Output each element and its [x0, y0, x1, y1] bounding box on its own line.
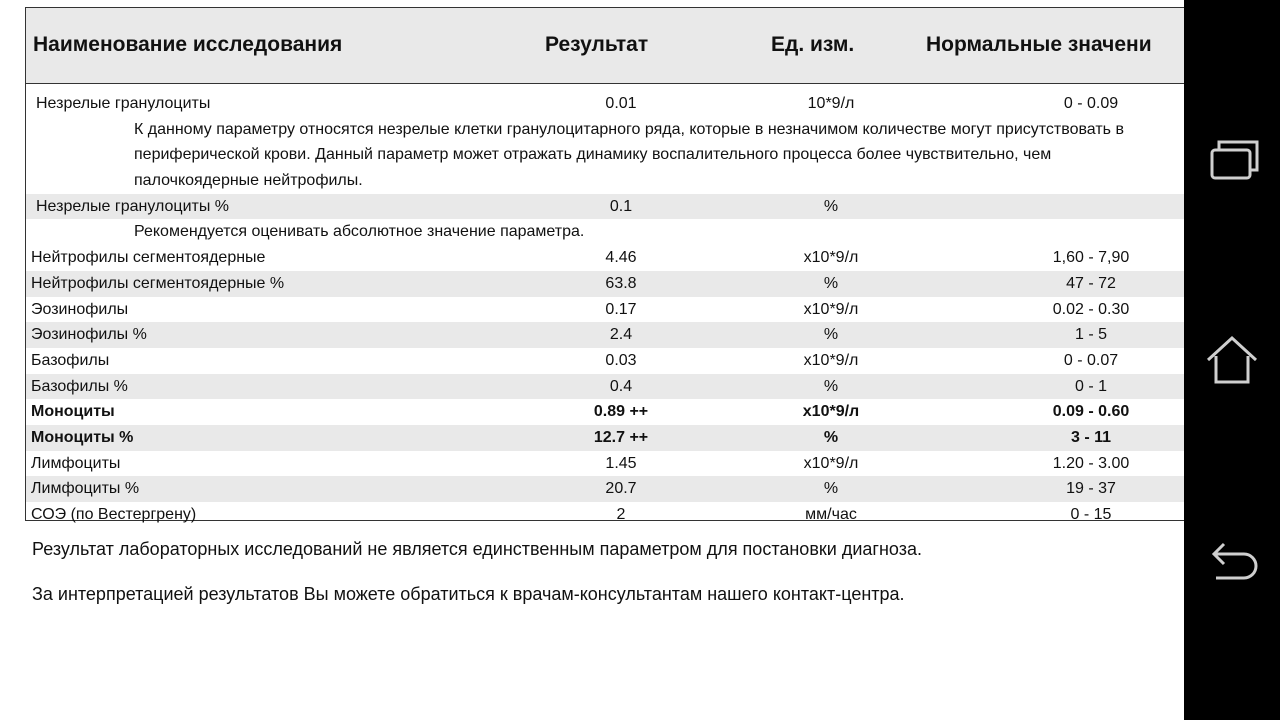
- cell-norm: 0 - 0.09: [1063, 95, 1119, 112]
- cell-name: Моноциты %: [31, 429, 134, 446]
- table-row: [26, 425, 1184, 451]
- cell-norm: 1,60 - 7,90: [1052, 249, 1130, 267]
- cell-norm: 19 - 37: [1066, 480, 1116, 498]
- home-button[interactable]: [1202, 330, 1262, 390]
- cell-result: 0.03: [605, 351, 637, 369]
- cell-unit: x10*9/л: [803, 300, 859, 318]
- cell-result: 4.46: [605, 249, 637, 267]
- cell-unit: x10*9/л: [803, 454, 859, 472]
- parameter-note: К данному параметру относятся незрелые клетки гранулоцитарного ряда, которые в незначимом количестве могут присутствовать в периферической крови. Данный параметр может отражать динамику воспалительного процесса более чувствительно, чем палочкоядерные нейтрофилы.: [134, 120, 1124, 190]
- cell-name: Нейтрофилы сегментоядерные %: [31, 274, 285, 292]
- table-row: [26, 91, 1184, 117]
- cell-unit: x10*9/л: [802, 403, 860, 421]
- cell-norm: 1.20 - 3.00: [1052, 454, 1130, 472]
- table-row: [26, 348, 1184, 374]
- table-row: [26, 451, 1184, 477]
- cell-result: 1.45: [605, 454, 637, 472]
- cell-unit: %: [823, 274, 839, 292]
- cell-result: 20.7: [605, 480, 637, 498]
- header-result: Результат: [545, 33, 649, 56]
- table-row: [26, 322, 1184, 348]
- cell-result: 12.7 ++: [593, 429, 649, 446]
- table-row: [26, 297, 1184, 323]
- consultation-text: За интерпретацией результатов Вы можете обратиться к врачам-консультантам нашего контакт-центра.: [32, 584, 905, 604]
- cell-norm: 3 - 11: [1070, 429, 1112, 446]
- cell-unit: 10*9/л: [807, 95, 855, 112]
- cell-name: Лимфоциты %: [31, 480, 140, 498]
- cell-name: Незрелые гранулоциты %: [36, 197, 230, 215]
- cell-unit: x10*9/л: [803, 249, 859, 267]
- cell-result: 0.01: [605, 95, 637, 112]
- table-row: [26, 245, 1184, 271]
- android-navigation-bar: [1184, 0, 1280, 720]
- results-table: [25, 7, 1184, 524]
- home-icon: [1202, 330, 1262, 390]
- back-icon: [1202, 532, 1262, 592]
- table-row: [26, 476, 1184, 502]
- cell-name: Моноциты: [31, 403, 115, 421]
- header-unit: Ед. изм.: [771, 33, 855, 56]
- table-row: [26, 399, 1184, 425]
- cell-norm: 0 - 0.07: [1063, 351, 1119, 369]
- cell-norm: 47 - 72: [1066, 274, 1116, 292]
- cell-name: Эозинофилы %: [31, 326, 147, 344]
- table-body: [26, 91, 1184, 528]
- cell-unit: %: [823, 326, 839, 344]
- table-header: [26, 8, 1184, 84]
- table-row: [26, 374, 1184, 400]
- cell-unit: %: [823, 480, 839, 498]
- cell-norm: 0 - 15: [1070, 506, 1112, 524]
- cell-unit: мм/час: [805, 506, 857, 524]
- header-norm: Нормальные значени: [926, 33, 1152, 56]
- cell-result: 0.4: [609, 377, 633, 395]
- cell-name: Лимфоциты: [31, 454, 121, 472]
- cell-result: 63.8: [605, 274, 637, 292]
- cell-norm: 0 - 1: [1074, 377, 1107, 395]
- cell-result: 2.4: [609, 326, 633, 344]
- disclaimer-text: Результат лабораторных исследований не является единственным параметром для постановки диагноза.: [32, 539, 922, 559]
- cell-unit: %: [823, 429, 839, 446]
- cell-norm: 0.02 - 0.30: [1052, 300, 1130, 318]
- back-button[interactable]: [1202, 532, 1262, 592]
- cell-result: 2: [616, 506, 626, 524]
- header-name: Наименование исследования: [33, 33, 343, 56]
- cell-name: Базофилы %: [31, 377, 128, 395]
- cell-name: Базофилы: [31, 351, 110, 369]
- cell-result: 0.1: [609, 197, 633, 215]
- cell-result: 0.89 ++: [593, 403, 649, 421]
- cell-name: Нейтрофилы сегментоядерные: [31, 249, 266, 267]
- parameter-note: Рекомендуется оценивать абсолютное значение параметра.: [134, 223, 585, 241]
- table-row: [26, 271, 1184, 297]
- cell-unit: x10*9/л: [803, 351, 859, 369]
- table-row: [26, 194, 1184, 220]
- cell-unit: %: [823, 377, 839, 395]
- recent-apps-icon: [1202, 128, 1262, 188]
- cell-name: СОЭ (по Вестергрену): [31, 506, 197, 524]
- cell-norm: 1 - 5: [1074, 326, 1107, 344]
- table-row: [26, 502, 1184, 528]
- recent-apps-button[interactable]: [1202, 128, 1262, 188]
- cell-name: Эозинофилы: [31, 300, 129, 318]
- cell-norm: 0.09 - 0.60: [1052, 403, 1130, 421]
- cell-unit: %: [823, 197, 839, 215]
- cell-result: 0.17: [605, 300, 637, 318]
- cell-name: Незрелые гранулоциты: [36, 95, 211, 112]
